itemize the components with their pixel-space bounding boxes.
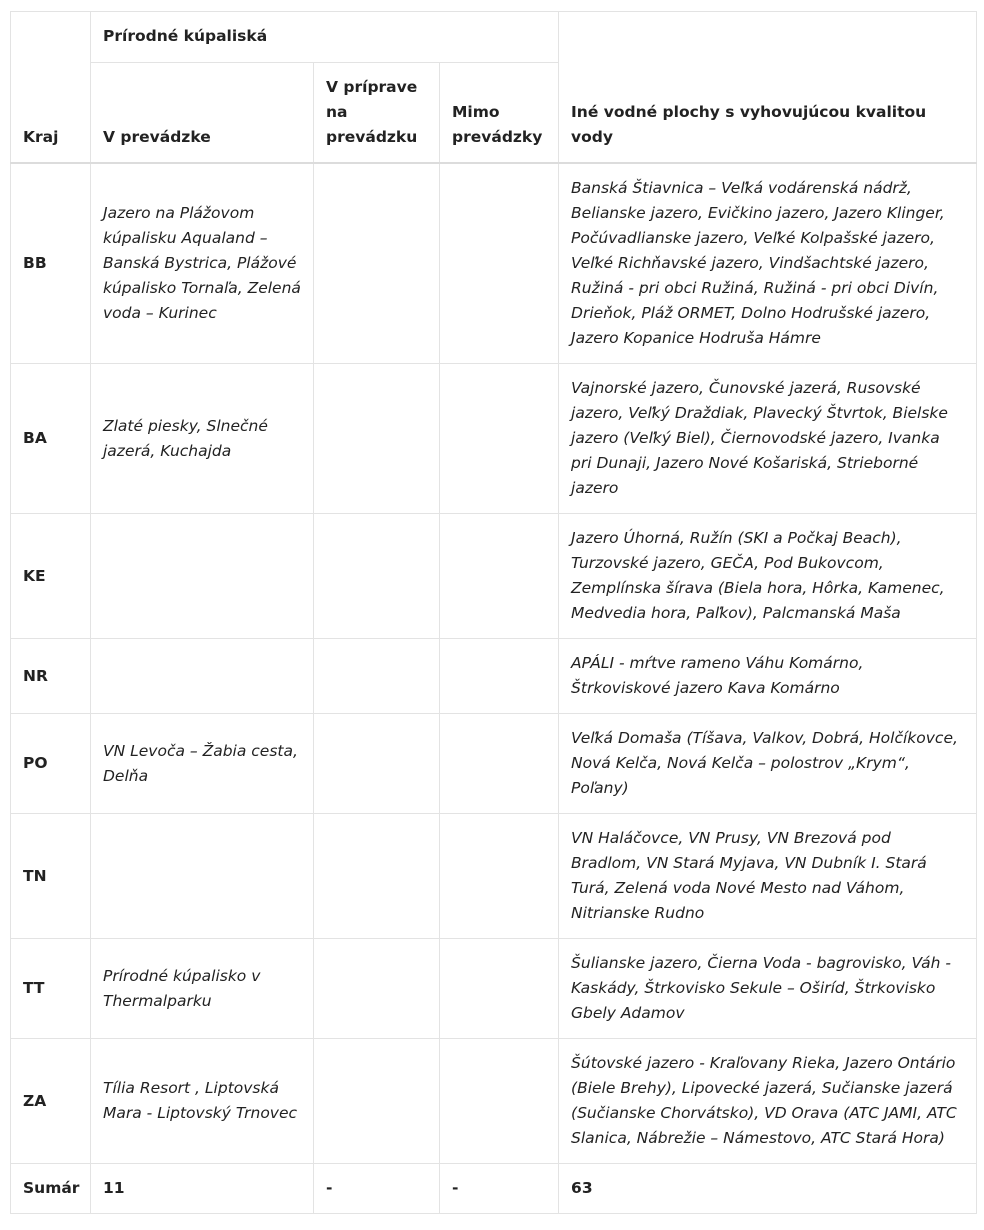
bathing-waters-table: [10, 11, 977, 1214]
table-row: [11, 939, 977, 1039]
summary-not-operating: -: [440, 1164, 559, 1214]
not-operating-cell: [440, 514, 559, 639]
table-row: [11, 364, 977, 514]
operating-cell: [91, 639, 314, 714]
operating-cell: Zlaté piesky, Slnečné jazerá, Kuchajda: [91, 364, 314, 514]
operating-cell: [91, 514, 314, 639]
other-water-cell: Šulianske jazero, Čierna Voda - bagrovisko, Váh - Kaskády, Štrkovisko Sekule – Oširíd, Štrkovisko Gbely Adamov: [559, 939, 977, 1039]
other-water-cell: APÁLI - mŕtve rameno Váhu Komárno, Štrkoviskové jazero Kava Komárno: [559, 639, 977, 714]
table-row: [11, 163, 977, 364]
header-preparing: V príprave na prevádzku: [314, 63, 440, 164]
other-water-cell: Šútovské jazero - Kraľovany Rieka, Jazero Ontário (Biele Brehy), Lipovecké jazerá, Sučianske jazerá (Sučianske Chorvátsko), VD Orava (ATC JAMI, ATC Slanica, Nábrežie – Námestovo, ATC Stará Hora): [559, 1039, 977, 1164]
header-operating: V prevádzke: [91, 63, 314, 164]
other-water-cell: VN Haláčovce, VN Prusy, VN Brezová pod Bradlom, VN Stará Myjava, VN Dubník I. Stará Turá, Zelená voda Nové Mesto nad Váhom, Nitrianske Rudno: [559, 814, 977, 939]
not-operating-cell: [440, 939, 559, 1039]
not-operating-cell: [440, 814, 559, 939]
other-water-cell: Vajnorské jazero, Čunovské jazerá, Rusovské jazero, Veľký Draždiak, Plavecký Štvrtok, Bielske jazero (Veľký Biel), Čiernovodské jazero, Ivanka pri Dunaji, Jazero Nové Košariská, Strieborné jazero: [559, 364, 977, 514]
operating-cell: Jazero na Plážovom kúpalisku Aqualand – Banská Bystrica, Plážové kúpalisko Tornaľa, Zelená voda – Kurinec: [91, 163, 314, 364]
region-cell: ZA: [11, 1039, 91, 1164]
table-row: [11, 514, 977, 639]
header-region: Kraj: [11, 12, 91, 164]
table-header: [11, 12, 977, 164]
preparing-cell: [314, 814, 440, 939]
operating-cell: Prírodné kúpalisko v Thermalparku: [91, 939, 314, 1039]
header-row-group: [11, 12, 977, 63]
not-operating-cell: [440, 639, 559, 714]
summary-operating: 11: [91, 1164, 314, 1214]
not-operating-cell: [440, 364, 559, 514]
header-other-water-areas: Iné vodné plochy s vyhovujúcou kvalitou vody: [559, 12, 977, 164]
region-cell: NR: [11, 639, 91, 714]
table-row: [11, 639, 977, 714]
summary-other: 63: [559, 1164, 977, 1214]
region-cell: TT: [11, 939, 91, 1039]
preparing-cell: [314, 163, 440, 364]
preparing-cell: [314, 939, 440, 1039]
summary-preparing: -: [314, 1164, 440, 1214]
operating-cell: [91, 814, 314, 939]
not-operating-cell: [440, 163, 559, 364]
preparing-cell: [314, 364, 440, 514]
region-cell: BA: [11, 364, 91, 514]
region-cell: BB: [11, 163, 91, 364]
preparing-cell: [314, 714, 440, 814]
summary-row: [11, 1164, 977, 1214]
preparing-cell: [314, 514, 440, 639]
not-operating-cell: [440, 714, 559, 814]
table-row: [11, 714, 977, 814]
not-operating-cell: [440, 1039, 559, 1164]
header-natural-bathing-group: Prírodné kúpaliská: [91, 12, 559, 63]
region-cell: KE: [11, 514, 91, 639]
summary-label: Sumár: [11, 1164, 91, 1214]
other-water-cell: Veľká Domaša (Tíšava, Valkov, Dobrá, Holčíkovce, Nová Kelča, Nová Kelča – polostrov „Krym“, Poľany): [559, 714, 977, 814]
region-cell: TN: [11, 814, 91, 939]
region-cell: PO: [11, 714, 91, 814]
preparing-cell: [314, 639, 440, 714]
other-water-cell: Jazero Úhorná, Ružín (SKI a Počkaj Beach), Turzovské jazero, GEČA, Pod Bukovcom, Zemplínska šírava (Biela hora, Hôrka, Kamenec, Medvedia hora, Paľkov), Palcmanská Maša: [559, 514, 977, 639]
other-water-cell: Banská Štiavnica – Veľká vodárenská nádrž, Belianske jazero, Evičkino jazero, Jazero Klinger, Počúvadlianske jazero, Veľké Kolpašské jazero, Veľké Richňavské jazero, Vindšachtské jazero, Ružiná - pri obci Ružiná, Ružiná - pri obci Divín, Drieňok, Pláž ORMET, Dolno Hodrušské jazero, Jazero Kopanice Hodruša Hámre: [559, 163, 977, 364]
table-row: [11, 1039, 977, 1164]
operating-cell: VN Levoča – Žabia cesta, Delňa: [91, 714, 314, 814]
table-row: [11, 814, 977, 939]
operating-cell: Tília Resort , Liptovská Mara - Liptovský Trnovec: [91, 1039, 314, 1164]
header-not-operating: Mimo prevádzky: [440, 63, 559, 164]
table-body: [11, 163, 977, 1214]
preparing-cell: [314, 1039, 440, 1164]
